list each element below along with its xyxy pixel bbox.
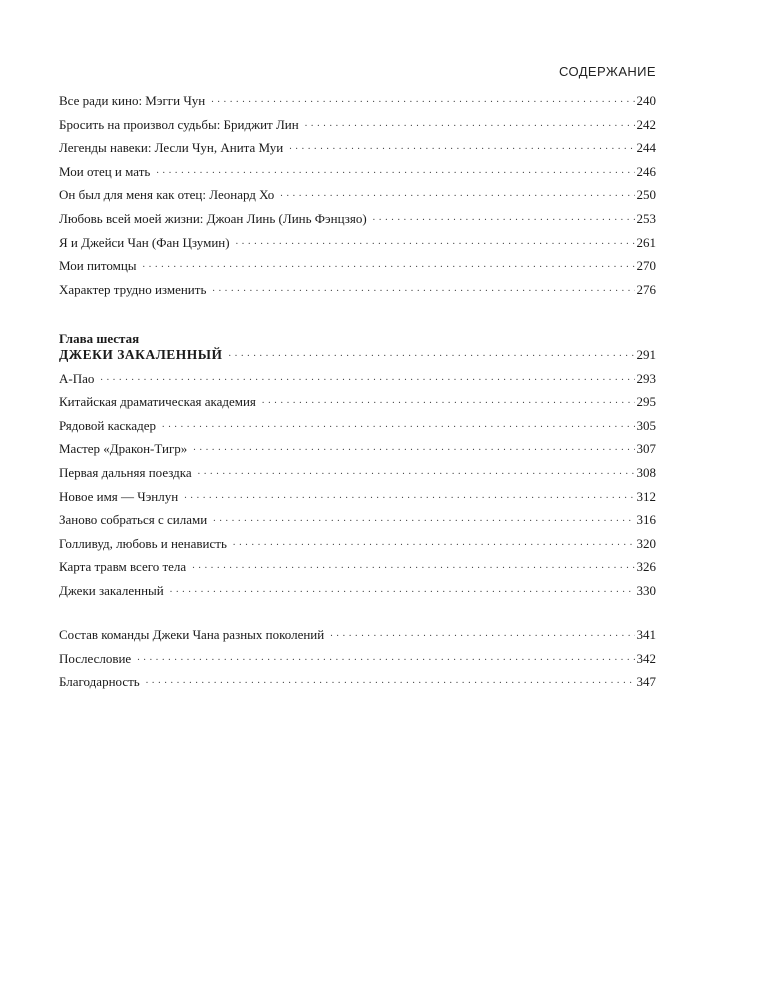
toc-entry-page: 276 [636, 281, 656, 297]
dot-leader [289, 140, 634, 152]
dot-leader [192, 559, 634, 571]
toc-entry [59, 627, 656, 651]
toc-entry [59, 651, 656, 675]
toc-entry-page: 347 [636, 674, 656, 690]
toc-entry-page: 305 [636, 417, 656, 433]
toc-entry-title: Легенды навеки: Лесли Чун, Анита Муи [59, 140, 284, 156]
toc-entry-page: 270 [636, 258, 656, 274]
dot-leader [233, 536, 635, 548]
toc-entry-title: Бросить на произвол судьбы: Бриджит Лин [59, 116, 299, 132]
toc-entry-page: 330 [636, 582, 656, 598]
toc-entry-page: 326 [636, 559, 656, 575]
chapter-title: ДЖЕКИ ЗАКАЛЕННЫЙ [59, 347, 223, 362]
toc-entry-title: Все ради кино: Мэгги Чун [59, 93, 206, 108]
toc-entry [59, 164, 656, 188]
toc-entry-title: Рядовой каскадер [59, 417, 157, 433]
toc-entry [59, 559, 656, 583]
toc-entry-page: 244 [636, 140, 656, 156]
toc-entry-title: Мои питомцы [59, 258, 137, 274]
toc-section-2 [59, 330, 656, 607]
dot-leader [143, 258, 635, 270]
running-header: СОДЕРЖАНИЕ [558, 64, 656, 79]
dot-leader [213, 512, 634, 524]
toc-entry-page: 240 [636, 93, 656, 108]
toc-entry-page: 293 [636, 370, 656, 386]
dot-leader [193, 441, 634, 453]
toc-entry-title: Благодарность [59, 674, 140, 690]
dot-leader [280, 187, 634, 199]
toc-entry-page: 295 [636, 394, 656, 410]
toc-entry-page: 341 [636, 627, 656, 642]
toc-entry [59, 465, 656, 489]
toc-entry-title: Я и Джейси Чан (Фан Цзумин) [59, 234, 230, 250]
chapter-title-entry [59, 347, 656, 371]
toc-entry-title: Мои отец и мать [59, 163, 151, 179]
toc-entry [59, 258, 656, 282]
toc-entry-page: 291 [636, 347, 656, 362]
toc-entry [59, 187, 656, 211]
toc-entry-page: 261 [636, 234, 656, 250]
toc-entry-title: Характер трудно изменить [59, 281, 207, 297]
toc-section-1 [59, 93, 656, 305]
dot-leader [262, 394, 635, 406]
toc-entry-title: Любовь всей моей жизни: Джоан Линь (Линь Фэнцзяо) [59, 210, 367, 226]
toc-entry [59, 117, 656, 141]
toc-entry [59, 140, 656, 164]
toc-entry-title: Послесловие [59, 650, 132, 666]
toc-entry-page: 342 [636, 650, 656, 666]
toc-entry-page: 246 [636, 163, 656, 179]
dot-leader [229, 347, 635, 359]
dot-leader [236, 235, 635, 247]
dot-leader [212, 282, 634, 294]
toc-entry [59, 282, 656, 306]
toc-entry [59, 93, 656, 117]
toc-entry [59, 583, 656, 607]
dot-leader [184, 489, 634, 501]
dot-leader [137, 651, 634, 663]
toc-section-3 [59, 627, 656, 698]
toc-entry-title: А-Пао [59, 370, 95, 386]
toc-entry-page: 250 [636, 187, 656, 203]
toc-entry-page: 253 [636, 210, 656, 226]
toc-entry-page: 312 [636, 488, 656, 504]
chapter-kicker: Глава шестая [59, 331, 140, 346]
toc-entry-title: Заново собраться с силами [59, 512, 208, 528]
dot-leader [100, 371, 634, 383]
toc-entry [59, 394, 656, 418]
dot-leader [373, 211, 635, 223]
toc-entry-page: 307 [636, 441, 656, 457]
toc-entry [59, 512, 656, 536]
toc-entry-title: Он был для меня как отец: Леонард Хо [59, 187, 275, 203]
toc-entry-title: Первая дальняя поездка [59, 464, 192, 480]
dot-leader [330, 627, 634, 639]
dot-leader [198, 465, 635, 477]
toc-entry-page: 242 [636, 116, 656, 132]
dot-leader [170, 583, 635, 595]
toc-entry-page: 316 [636, 512, 656, 528]
toc-entry [59, 441, 656, 465]
toc-entry-title: Новое имя — Чэнлун [59, 488, 179, 504]
toc-entry [59, 674, 656, 698]
toc-entry-title: Состав команды Джеки Чана разных поколений [59, 627, 325, 642]
toc-entry-title: Карта травм всего тела [59, 559, 187, 575]
toc-entry-title: Мастер «Дракон-Тигр» [59, 441, 188, 457]
toc-entry-page: 320 [636, 535, 656, 551]
dot-leader [162, 418, 634, 430]
toc-entry [59, 418, 656, 442]
toc-entry [59, 371, 656, 395]
toc-entry-page: 308 [636, 464, 656, 480]
toc-entry [59, 211, 656, 235]
toc-entry [59, 536, 656, 560]
dot-leader [211, 93, 634, 105]
dot-leader [156, 164, 634, 176]
toc-entry [59, 489, 656, 513]
dot-leader [146, 674, 635, 686]
toc-entry-title: Голливуд, любовь и ненависть [59, 535, 227, 551]
toc-entry [59, 235, 656, 259]
dot-leader [305, 117, 635, 129]
toc-entry-title: Китайская драматическая академия [59, 394, 256, 410]
toc-entry-title: Джеки закаленный [59, 582, 164, 598]
